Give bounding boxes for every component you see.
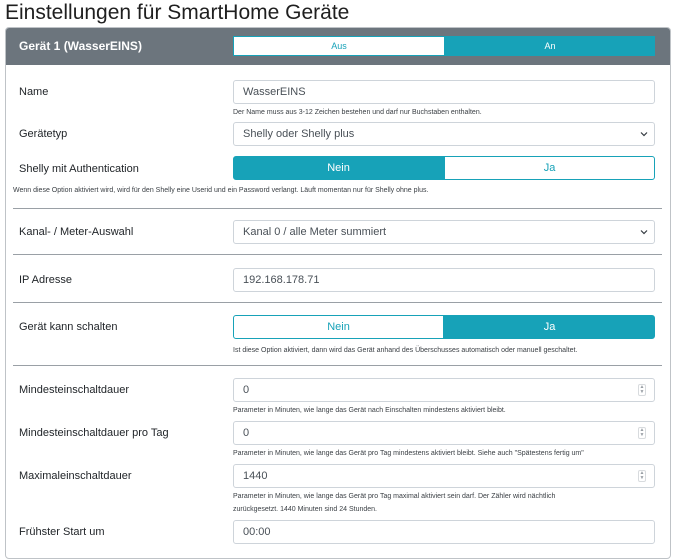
min-on-day-input[interactable] bbox=[233, 421, 655, 445]
min-on-input[interactable] bbox=[233, 378, 655, 402]
spinner-arrows-icon[interactable]: ▲ ▼ bbox=[639, 470, 645, 481]
min-on-value: 0 bbox=[243, 384, 250, 396]
name-value: WasserEINS bbox=[243, 86, 306, 98]
shelly-auth-toggle bbox=[233, 156, 655, 180]
channel-select[interactable] bbox=[233, 220, 655, 244]
max-on-value: 1440 bbox=[243, 470, 268, 482]
max-on-input[interactable] bbox=[233, 464, 655, 488]
card-header bbox=[6, 28, 670, 65]
spinner-arrows-icon[interactable]: ▲ ▼ bbox=[639, 427, 645, 438]
device-on-off-toggle bbox=[233, 36, 655, 56]
shelly-auth-yes-button[interactable]: Ja bbox=[444, 156, 655, 180]
chevron-down-icon bbox=[640, 228, 648, 236]
section-divider bbox=[13, 254, 662, 255]
device-type-label: Gerätetyp bbox=[19, 128, 68, 140]
max-on-label: Maximaleinschaltdauer bbox=[19, 470, 132, 482]
min-on-day-value: 0 bbox=[243, 427, 250, 439]
shelly-auth-label: Shelly mit Authentication bbox=[19, 163, 139, 175]
spinner-arrows-icon[interactable]: ▲ ▼ bbox=[639, 384, 645, 395]
ip-label: IP Adresse bbox=[19, 274, 72, 286]
earliest-start-value: 00:00 bbox=[243, 526, 271, 538]
max-on-hint-line1: Parameter in Minuten, wie lange das Gerät pro Tag maximal aktiviert sein darf. Der Zähler wird nächtlich bbox=[233, 493, 556, 500]
min-on-day-label: Mindesteinschaltdauer pro Tag bbox=[19, 427, 169, 439]
can-switch-no-button[interactable]: Nein bbox=[233, 315, 444, 339]
earliest-start-input[interactable] bbox=[233, 520, 655, 544]
name-hint: Der Name muss aus 3-12 Zeichen bestehen und darf nur Buchstaben enthalten. bbox=[233, 109, 482, 116]
min-on-day-hint: Parameter in Minuten, wie lange das Gerät pro Tag mindestens aktiviert bleibt. Siehe auch "Spätestens fertig um" bbox=[233, 450, 584, 457]
shelly-auth-hint: Wenn diese Option aktiviert wird, wird für den Shelly eine Userid und ein Password verlangt. Läuft momentan nur für Shelly ohne plus. bbox=[13, 187, 429, 194]
max-on-hint-line2: zurückgesetzt. 1440 Minuten sind 24 Stunden. bbox=[233, 506, 377, 513]
channel-label: Kanal- / Meter-Auswahl bbox=[19, 226, 134, 238]
page-title: Einstellungen für SmartHome Geräte bbox=[5, 1, 350, 24]
device-title: Gerät 1 (WasserEINS) bbox=[19, 39, 142, 53]
chevron-down-icon bbox=[640, 130, 648, 138]
min-on-label: Mindesteinschaltdauer bbox=[19, 384, 130, 396]
channel-value: Kanal 0 / alle Meter summiert bbox=[243, 226, 387, 238]
shelly-auth-no-button[interactable]: Nein bbox=[233, 156, 444, 180]
section-divider bbox=[13, 208, 662, 209]
ip-value: 192.168.178.71 bbox=[243, 274, 320, 286]
name-input[interactable] bbox=[233, 80, 655, 104]
can-switch-yes-button[interactable]: Ja bbox=[444, 315, 655, 339]
ip-input[interactable] bbox=[233, 268, 655, 292]
device-card bbox=[5, 27, 671, 559]
min-on-hint: Parameter in Minuten, wie lange das Gerät nach Einschalten mindestens aktiviert bleibt. bbox=[233, 407, 506, 414]
section-divider bbox=[13, 302, 662, 303]
device-on-button[interactable]: An bbox=[445, 36, 655, 56]
can-switch-toggle bbox=[233, 315, 655, 339]
earliest-start-label: Frühster Start um bbox=[19, 526, 105, 538]
section-divider bbox=[13, 365, 662, 366]
can-switch-label: Gerät kann schalten bbox=[19, 321, 118, 333]
can-switch-hint: Ist diese Option aktiviert, dann wird das Gerät anhand des Überschusses automatisch oder manuell geschaltet. bbox=[233, 347, 578, 354]
name-label: Name bbox=[19, 86, 49, 98]
device-off-button[interactable]: Aus bbox=[233, 36, 445, 56]
device-type-select[interactable] bbox=[233, 122, 655, 146]
device-type-value: Shelly oder Shelly plus bbox=[243, 128, 355, 140]
